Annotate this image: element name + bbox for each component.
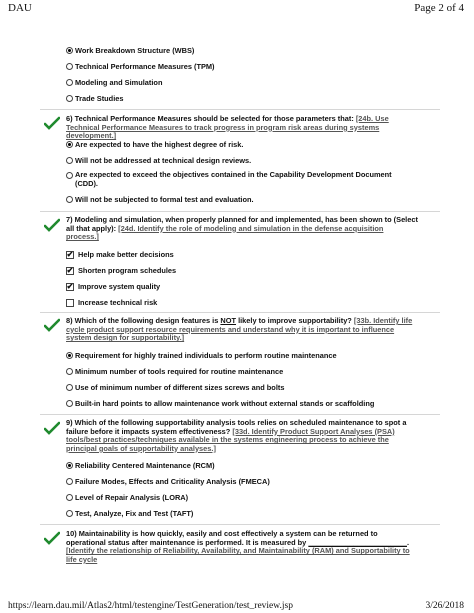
radio-icon[interactable]	[66, 462, 73, 469]
option-label: Shorten program schedules	[78, 266, 177, 275]
question-10: 10) Maintainability is how quickly, easily and cost effectively a system can be returned to operational status after maintenance is performed. It is measured by ________________________. [Identify the relationship of Reliability, Availability, and Maintainability (RAM) and Supportability to life cycle	[66, 529, 410, 564]
header-page-number: Page 2 of 4	[414, 2, 464, 14]
q7-option-4[interactable]	[66, 298, 157, 307]
radio-icon[interactable]	[66, 510, 73, 517]
prev-option-3[interactable]	[66, 78, 162, 87]
question-6	[66, 115, 418, 141]
q9-option-2[interactable]	[66, 477, 270, 486]
option-label: Built-in hard points to allow maintenance work without external stands or scaffolding	[75, 399, 375, 408]
prev-option-label: Trade Studies	[75, 94, 124, 103]
radio-icon[interactable]	[66, 352, 73, 359]
q7-option-3[interactable]	[66, 282, 160, 291]
question-stem-emphasis: NOT	[220, 316, 237, 325]
radio-icon[interactable]	[66, 79, 73, 86]
question-8	[66, 317, 418, 343]
option-label: Increase technical risk	[78, 298, 158, 307]
checkbox-icon[interactable]	[66, 299, 74, 307]
prev-option-label: Modeling and Simulation	[75, 78, 163, 87]
radio-icon[interactable]	[66, 494, 73, 501]
learning-objective-link[interactable]: [33b. Identify life cycle product support resource requirements and understand why it is important to influence system design for supportability.]	[66, 316, 413, 343]
question-stem: 9) Which of the following supportability analysis tools relies on scheduled maintenance to spot a failure before it impacts system effectiveness?	[66, 418, 407, 436]
question-stem-end: likely to improve supportability?	[236, 316, 352, 325]
prev-option-label: Work Breakdown Structure (WBS)	[75, 46, 195, 55]
question-stem: 6) Technical Performance Measures should be selected for those parameters that:	[66, 114, 354, 123]
green-checkmark-icon	[44, 421, 60, 435]
learning-objective-link[interactable]: [33d. Identify Product Support Analyses (PSA) tools/best practices/techniques available in the systems engineering process to achieve the principal goals of supportability analyses.]	[66, 426, 395, 453]
footer-url: https://learn.dau.mil/Atlas2/html/testengine/TestGeneration/test_review.jsp	[8, 601, 293, 611]
radio-icon[interactable]	[66, 157, 73, 164]
option-label: Improve system quality	[78, 282, 161, 291]
divider	[40, 524, 440, 525]
radio-icon[interactable]	[66, 63, 73, 70]
option-label: Reliability Centered Maintenance (RCM)	[75, 461, 215, 470]
question-stem-start: 8) Which of the following design features is	[66, 316, 221, 325]
q8-option-2[interactable]	[66, 367, 283, 376]
divider	[40, 211, 440, 212]
question-7	[66, 216, 418, 242]
prev-option-label: Technical Performance Measures (TPM)	[75, 62, 215, 71]
prev-option-2[interactable]	[66, 62, 215, 71]
q8-option-4[interactable]	[66, 399, 374, 408]
answer-blank: ________________________	[308, 537, 407, 547]
q7-option-1[interactable]	[66, 250, 174, 259]
radio-icon[interactable]	[66, 47, 73, 54]
footer-date: 3/26/2018	[425, 601, 464, 611]
learning-objective-link[interactable]: [24d. Identify the role of modeling and simulation in the defense acquisition process.]	[66, 223, 384, 242]
radio-icon[interactable]	[66, 478, 73, 485]
option-label: Use of minimum number of different sizes screws and bolts	[75, 383, 285, 392]
divider	[40, 109, 440, 110]
option-label: Are expected to have the highest degree of risk.	[75, 140, 244, 149]
option-label: Will not be addressed at technical design reviews.	[75, 156, 252, 165]
option-label: Failure Modes, Effects and Criticality Analysis (FMECA)	[75, 477, 270, 486]
learning-objective-link[interactable]: [24b. Use Technical Performance Measures to track progress in program risk areas during systems development.]	[66, 114, 389, 141]
radio-icon[interactable]	[66, 368, 73, 375]
option-label: Test, Analyze, Fix and Test (TAFT)	[75, 509, 194, 518]
question-9	[66, 419, 418, 453]
green-checkmark-icon	[44, 531, 60, 545]
divider	[40, 414, 440, 415]
option-label: Minimum number of tools required for routine maintenance	[75, 367, 284, 376]
q6-option-3[interactable]	[66, 171, 396, 188]
question-stem: 10) Maintainability is how quickly, easily and cost effectively a system can be returned to operational status after maintenance is performed. It is measured by	[66, 529, 378, 547]
radio-icon[interactable]	[66, 141, 73, 148]
prev-option-4[interactable]	[66, 94, 123, 103]
checkbox-checked-icon[interactable]: ✔	[66, 265, 74, 275]
option-label: Are expected to exceed the objectives contained in the Capability Development Document (CDD).	[75, 170, 392, 188]
q9-option-4[interactable]	[66, 509, 193, 518]
radio-icon[interactable]	[66, 196, 73, 203]
radio-icon[interactable]	[66, 400, 73, 407]
q6-option-2[interactable]	[66, 156, 251, 165]
q7-option-2[interactable]	[66, 266, 176, 275]
divider	[40, 312, 440, 313]
question-stem: 7) Modeling and simulation, when properly planned for and implemented, has been shown to (Select all that apply):	[66, 215, 418, 233]
option-label: Help make better decisions	[78, 250, 174, 259]
q6-option-4[interactable]	[66, 195, 254, 204]
q9-option-1[interactable]	[66, 461, 215, 470]
q9-option-3[interactable]	[66, 493, 188, 502]
prev-option-1[interactable]	[66, 46, 194, 55]
radio-icon[interactable]	[66, 95, 73, 102]
green-checkmark-icon	[44, 318, 60, 332]
q8-option-3[interactable]	[66, 383, 284, 392]
learning-objective-link[interactable]: [Identify the relationship of Reliability, Availability, and Maintainability (RAM) and Supportability to life cycle	[66, 546, 410, 564]
q8-option-1[interactable]	[66, 351, 337, 360]
checkbox-checked-icon[interactable]: ✔	[66, 281, 74, 291]
q6-option-1[interactable]	[66, 140, 243, 149]
option-label: Will not be subjected to formal test and evaluation.	[75, 195, 254, 204]
green-checkmark-icon	[44, 116, 60, 130]
option-label: Level of Repair Analysis (LORA)	[75, 493, 189, 502]
green-checkmark-icon	[44, 218, 60, 232]
radio-icon[interactable]	[66, 172, 73, 179]
checkbox-checked-icon[interactable]: ✔	[66, 249, 74, 259]
header-site-label: DAU	[8, 2, 32, 14]
option-label: Requirement for highly trained individuals to perform routine maintenance	[75, 351, 337, 360]
radio-icon[interactable]	[66, 384, 73, 391]
